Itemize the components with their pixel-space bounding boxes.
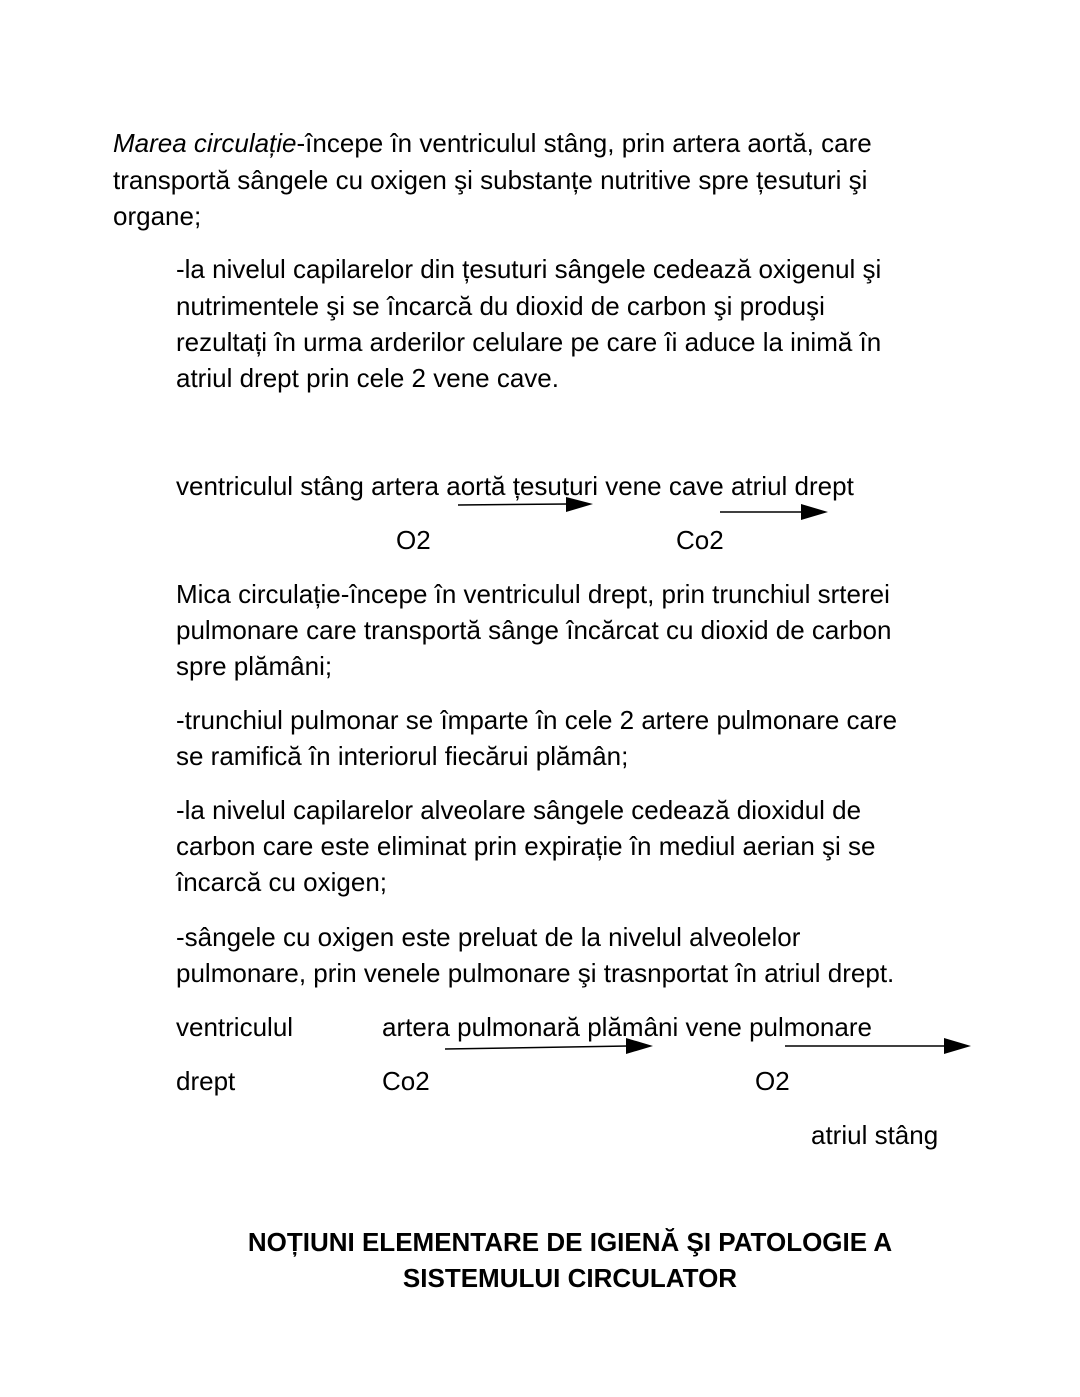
term-italic: Marea circulație xyxy=(113,128,297,158)
paragraph-line: carbon care este eliminat prin expirație în mediul aerian şi se xyxy=(176,831,876,861)
flow-label: atriul stâng xyxy=(811,1120,939,1150)
paragraph-line: -sângele cu oxigen este preluat de la nivelul alveolelor xyxy=(176,922,801,952)
flow-label-o2: O2 xyxy=(755,1066,790,1096)
paragraph-line: se ramifică în interiorul fiecărui plămân; xyxy=(176,741,629,771)
paragraph-line: atriul drept prin cele 2 vene cave. xyxy=(176,363,559,393)
paragraph-line: Mica circulație-începe în ventriculul drept, prin trunchiul srterei xyxy=(176,579,890,609)
section-heading: SISTEMULUI CIRCULATOR xyxy=(402,1263,738,1293)
flow-label: ventriculul xyxy=(176,1012,294,1042)
paragraph-line: -la nivelul capilarelor din țesuturi sângele cedează oxigenul şi xyxy=(176,254,882,284)
text: -începe în ventriculul stâng, prin artera aortă, care xyxy=(296,128,872,158)
paragraph-line: -trunchiul pulmonar se împarte în cele 2 artere pulmonare care xyxy=(176,705,898,735)
paragraph-line: organe; xyxy=(113,201,202,231)
arrow-icon xyxy=(445,1038,653,1054)
paragraph-line: rezultați în urma arderilor celulare pe care îi aduce la inimă în xyxy=(176,327,882,357)
flow-line: ventriculul stâng artera aortă țesuturi vene cave atriul drept xyxy=(176,471,854,501)
paragraph-line: încarcă cu oxigen; xyxy=(176,867,388,897)
paragraph-line: pulmonare, prin venele pulmonare şi trasnportat în atriul drept. xyxy=(176,958,895,988)
flow-line: artera pulmonară plămâni vene pulmonare xyxy=(382,1012,872,1042)
section-heading: NOȚIUNI ELEMENTARE DE IGIENĂ ŞI PATOLOGIE A xyxy=(247,1227,893,1257)
paragraph-line: -la nivelul capilarelor alveolare sângele cedează dioxidul de xyxy=(176,795,862,825)
paragraph-line: nutrimentele şi se încarcă du dioxid de carbon şi produşi xyxy=(176,291,825,321)
arrow-icon xyxy=(458,497,593,512)
paragraph-line: pulmonare care transportă sânge încărcat cu dioxid de carbon xyxy=(176,615,892,645)
flow-label-co2: Co2 xyxy=(676,525,724,555)
flow-label-co2: Co2 xyxy=(382,1066,430,1096)
arrow-icon xyxy=(720,504,828,520)
flow-label: drept xyxy=(176,1066,236,1096)
arrow-icon xyxy=(785,1038,971,1054)
paragraph-line: transportă sângele cu oxigen şi substanțe nutritive spre țesuturi şi xyxy=(113,165,868,195)
paragraph-line: spre plămâni; xyxy=(176,651,333,681)
flow-label-o2: O2 xyxy=(396,525,431,555)
